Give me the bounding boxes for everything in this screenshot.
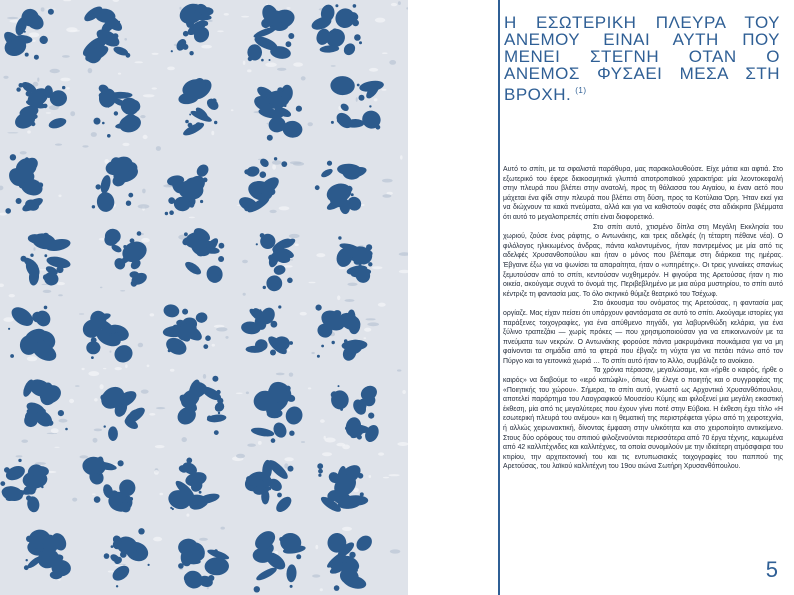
title-text: Η ΕΣΩΤΕΡΙΚΗ ΠΛΕΥΡΑ ΤΟΥ ΑΝΕΜΟΥ ΕΙΝΑΙ ΑΥΤΗ ΠΟΥ ΜΕΝΕΙ ΣΤΕΓΝΗ ΟΤΑΝ Ο ΑΝΕΜΟΣ ΦΥΣΑΕΙ ΜΕΣΑ ΣΤΗ ΒΡΟΧΗ. (504, 13, 780, 104)
paragraph: Στο σπίτι αυτό, χτισμένο δίπλα στη Μεγάλη Εκκλησία του χωριού, ζούσε ένας ράφτης, ο Αντωνάκης, και τρεις αδελφές (η τέταρτη πέθανε νέα). Ο φιλόλογος ηλικιωμένος άνδρας, πάντα καλοντυμένος, ήταν παντρεμένος με μία από τις αδελφές Χρυσανθοπούλου και ήταν ο μόνος που βλέπαμε στη διάρκεια της ημέρας. Έβγαινε έξω για να ψωνίσει τα απαραίτητα, ήταν ο «υπηρέτης». Οι τρεις γυναίκες σπανίως ξεμυτούσαν από το σπίτι, κεντούσαν νυχθημερόν. Η φιγούρα της Αρετούσας ήταν η πιο οικεία, ακούγαμε συχνά το όνομά της. Περιβεβλημένο με μια αύρα μυστηρίου, το σπίτι αυτό κέντριζε τη φαντασία μας. Το όλο σκηνικό θύμιζε θεατρικό του Τσέχωφ. (503, 223, 783, 298)
title-footnote-ref: (1) (575, 86, 587, 95)
paragraph: Αυτό το σπίτι, με τα σφαλιστά παράθυρα, μας παρακολουθούσε. Είχε μάτια και αφτιά. Στο εξωτερικό του έφερε διακοσμητικά γλυπτά αποτροπαϊκού χαρακτήρα: μία λεοντοκεφαλή στην πλευρά που βλέπει στην ανατολή, προς τη θάλασσα του Αιγαίου, κι έναν αετό που μάχεται ένα φίδι στην πλευρά που βλέπει στη δύση, προς τα Κοτύλαια Όρη. Ήταν εκεί για να διώχνουν τα κακά πνεύματα, αλλά και για να καθιστούν σαφές στα αδιάκριτα βλέμματα ότι αυτό το μεγαλοπρεπές σπίτι είναι διαφορετικό. (503, 166, 783, 221)
body-text (503, 165, 783, 472)
paragraph: Στο άκουσμα του ονόματος της Αρετούσας, η φαντασία μας οργίαζε. Μας είχαν πείσει ότι υπάρχουν φαντάσματα σε αυτό το σπίτι. Ακούγαμε ιστορίες για παράξενες τοιχογραφίες, για ένα απύθμενο πηγάδι, για λαβυρινθώδη κελάρια, για ένα ξύλινο τραπεζάκι — χωρίς πρόκες — που χρησιμοποιούσαν για να επικοινωνούν με τα πνεύματα των νεκρών. Ο Αντωνάκης φορούσε πάντα μακρυμάνικα πουκάμισα για να μη φαίνονται τα σημάδια από τα φτερά που έβγαζε τη νύχτα για να πετάει πάνω από τον Πύργο και τα γειτονικά χωριά … Το σπίτι αυτό ήταν το Άλλο, συμβόλιζε το ανοίκειο. (503, 300, 783, 365)
page-number: 5 (765, 557, 778, 582)
accent-vertical-rule (498, 0, 500, 595)
paragraph: Τα χρόνια πέρασαν, μεγαλώσαμε, και «ήρθε ο καιρός, ήρθε ο καιρός» να διαβούμε το «ιερό κατώφλι», όπως θα έλεγε ο ποιητής και ο συγγραφέας της «Ποιητικής του χώρου». Σήμερα, το σπίτι αυτό, γνωστό ως Αρχοντικό Χρυσανθόπουλου, αποτελεί παράρτημα του Λαογραφικού Μουσείου Κύμης και φιλοξενεί μια μεγάλη εικαστική έκθεση, μία από τις μεγαλύτερες που έχουν γίνει ποτέ στην Εύβοια. Η έκθεση έχει τίτλο «Η εσωτερική πλευρά του ανέμου» και η θεματική της περιστρέφεται γύρω από τη χειροτεχνία, ή αλλιώς χειρωνακτική, δίνοντας έμφαση στην υλικότητα και στο χειροποίητο αντικείμενο. Στους δύο ορόφους του σπιτιού φιλοξενούνται περισσότερα από 70 έργα τέχνης, καμωμένα από 42 καλλιτέχνιδες και καλλιτέχνες, τα οποία συνομιλούν με την ιδιαίτερη ατμόσφαιρα του κτιρίου, την αρχιτεκτονική του και τις εντυπωσιακές τοιχογραφίες του παππού της Αρετούσας, του λαϊκού καλλιτέχνη του 19ου αιώνα Σωτήρη Χρυσανθόπουλου. (503, 367, 783, 471)
page-title (504, 14, 780, 103)
